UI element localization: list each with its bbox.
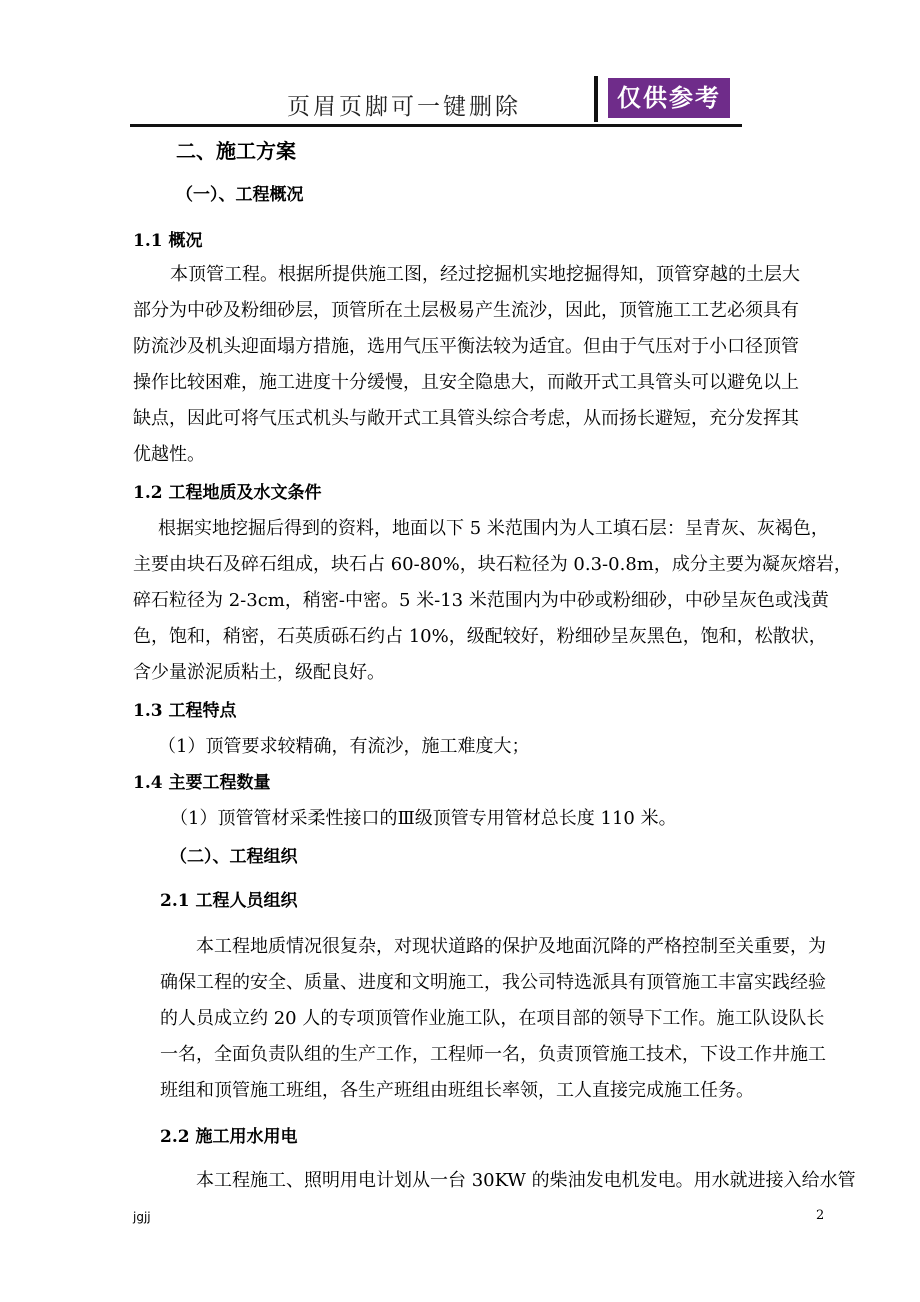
paragraph-line: 碎石粒径为 2-3cm，稍密-中密。5 米-13 米范围内为中砂或粉细砂，中砂呈灰色或浅黄 xyxy=(133,590,829,611)
paragraph-line: 的人员成立约 20 人的专项顶管作业施工队，在项目部的领导下工作。施工队设队长 xyxy=(160,1008,825,1029)
heading-1-2: 1.2 工程地质及水文条件 xyxy=(133,483,322,503)
paragraph-line: 一名，全面负责队组的生产工作，工程师一名，负责顶管施工技术，下设工作井施工 xyxy=(160,1044,826,1065)
footer-text: jgjj xyxy=(133,1210,151,1224)
paragraph-line: 本工程地质情况很复杂，对现状道路的保护及地面沉降的严格控制至关重要，为 xyxy=(196,936,826,957)
paragraph-line: 确保工程的安全、质量、进度和文明施工，我公司特选派具有顶管施工丰富实践经验 xyxy=(160,972,826,993)
paragraph-line: 防流沙及机头迎面塌方措施，选用气压平衡法较为适宜。但由于气压对于小口径顶管 xyxy=(133,336,799,357)
header-badge: 仅供参考 xyxy=(608,78,730,118)
paragraph-line: 根据实地挖掘后得到的资料，地面以下 5 米范围内为人工填石层：呈青灰、灰褐色， xyxy=(158,518,829,539)
header-rule xyxy=(130,124,742,127)
section-title: 二、施工方案 xyxy=(176,139,296,163)
paragraph-line: 优越性。 xyxy=(133,444,205,465)
paragraph-line: 主要由块石及碎石组成，块石占 60-80%，块石粒径为 0.3-0.8m，成分主要为凝灰熔岩， xyxy=(133,554,852,575)
paragraph-line: 本顶管工程。根据所提供施工图，经过挖掘机实地挖掘得知，顶管穿越的土层大 xyxy=(170,264,800,285)
heading-2-2: 2.2 施工用水用电 xyxy=(160,1127,298,1147)
page-header xyxy=(0,0,920,130)
paragraph-line: 操作比较困难，施工进度十分缓慢，且安全隐患大，而敞开式工具管头可以避免以上 xyxy=(133,372,799,393)
heading-1-4: 1.4 主要工程数量 xyxy=(133,773,271,793)
paragraph-line: 缺点，因此可将气压式机头与敞开式工具管头综合考虑，从而扬长避短，充分发挥其 xyxy=(133,408,799,429)
paragraph-line: 本工程施工、照明用电计划从一台 30KW 的柴油发电机发电。用水就进接入给水管 xyxy=(196,1170,856,1191)
subsection-title-2: （二）、工程组织 xyxy=(170,847,298,867)
page-number: 2 xyxy=(816,1208,825,1223)
paragraph-line: 班组和顶管施工班组，各生产班组由班组长率领，工人直接完成施工任务。 xyxy=(160,1080,754,1101)
list-item: （1）顶管管材采柔性接口的Ⅲ级顶管专用管材总长度 110 米。 xyxy=(170,808,677,829)
heading-2-1: 2.1 工程人员组织 xyxy=(160,891,298,911)
heading-1-1: 1.1 概况 xyxy=(133,231,203,251)
header-divider xyxy=(594,76,598,122)
subsection-title-1: （一）、工程概况 xyxy=(176,185,304,205)
header-text: 页眉页脚可一键删除 xyxy=(287,94,521,120)
list-item: （1）顶管要求较精确，有流沙，施工难度大； xyxy=(158,736,530,757)
heading-1-3: 1.3 工程特点 xyxy=(133,701,237,721)
paragraph-line: 色，饱和，稍密，石英质砾石约占 10%，级配较好，粉细砂呈灰黑色，饱和，松散状， xyxy=(133,626,827,647)
paragraph-line: 含少量淤泥质粘土，级配良好。 xyxy=(133,662,385,683)
paragraph-line: 部分为中砂及粉细砂层，顶管所在土层极易产生流沙，因此，顶管施工工艺必须具有 xyxy=(133,300,799,321)
